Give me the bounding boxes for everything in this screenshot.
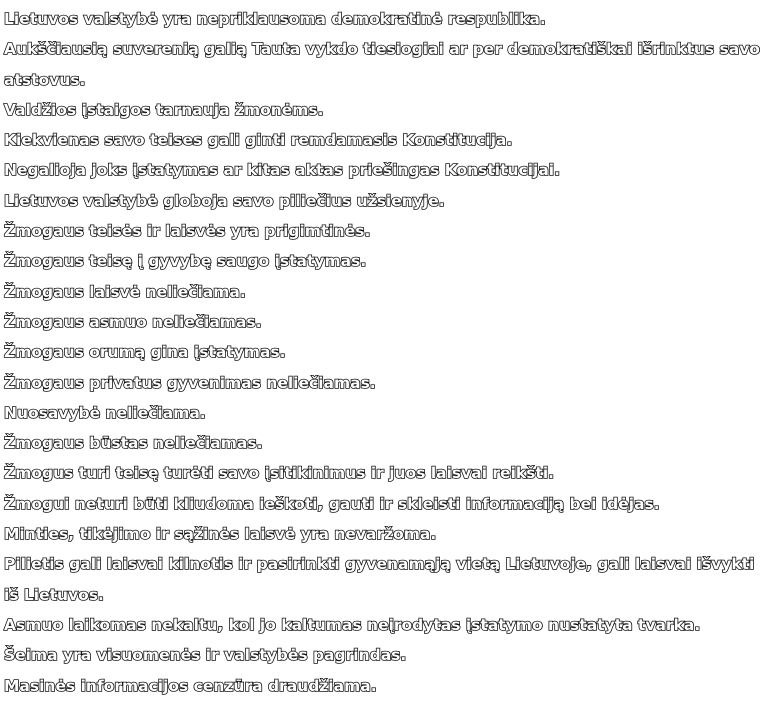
text-line: Asmuo laikomas nekaltu, kol jo kaltumas neįrodytas įstatymo nustatyta tvarka. — [4, 615, 701, 634]
text-line: Žmogaus orumą gina įstatymas. — [4, 343, 286, 362]
text-line: Pilietis gali laisvai kilnotis ir pasirinkti gyvenamąją vietą Lietuvoje, gali laisvai išvykti iš Lietuvos. — [4, 555, 755, 604]
text-line: Aukščiausią suverenią galią Tauta vykdo tiesiogiai ar per demokratiškai išrinktus savo atstovus. — [4, 40, 760, 89]
text-line: Žmogui neturi būti kliudoma ieškoti, gauti ir skleisti informaciją bei idėjas. — [4, 494, 660, 513]
text-line: Negalioja joks įstatymas ar kitas aktas priešingas Konstitucijai. — [4, 161, 561, 180]
document-body — [4, 4, 764, 701]
text-line: Žmogaus teisės ir laisvės yra prigimtinės. — [4, 222, 371, 241]
text-line: Kiekvienas savo teises gali ginti remdamasis Konstitucija. — [4, 131, 513, 150]
text-line: Šeima yra visuomenės ir valstybės pagrindas. — [4, 646, 407, 665]
text-line: Žmogaus teisę į gyvybę saugo įstatymas. — [4, 252, 367, 271]
text-line: Žmogaus būstas neliečiamas. — [4, 434, 263, 453]
text-line: Nuosavybė neliečiama. — [4, 403, 206, 422]
text-line: Valdžios įstaigos tarnauja žmonėms. — [4, 100, 324, 119]
text-line: Žmogus turi teisę turėti savo įsitikinimus ir juos laisvai reikšti. — [4, 464, 555, 483]
text-line: Lietuvos valstybė globoja savo piliečius užsienyje. — [4, 191, 445, 210]
text-line: Žmogaus laisvė neliečiama. — [4, 282, 246, 301]
text-line: Lietuvos valstybė yra nepriklausoma demokratinė respublika. — [4, 10, 546, 28]
text-line: Žmogaus asmuo neliečiamas. — [4, 312, 262, 331]
text-line: Masinės informacijos cenzūra draudžiama. — [4, 676, 377, 695]
text-line: Minties, tikėjimo ir sąžinės laisvė yra nevaržoma. — [4, 525, 437, 544]
text-line: Žmogaus privatus gyvenimas neliečiamas. — [4, 373, 376, 392]
